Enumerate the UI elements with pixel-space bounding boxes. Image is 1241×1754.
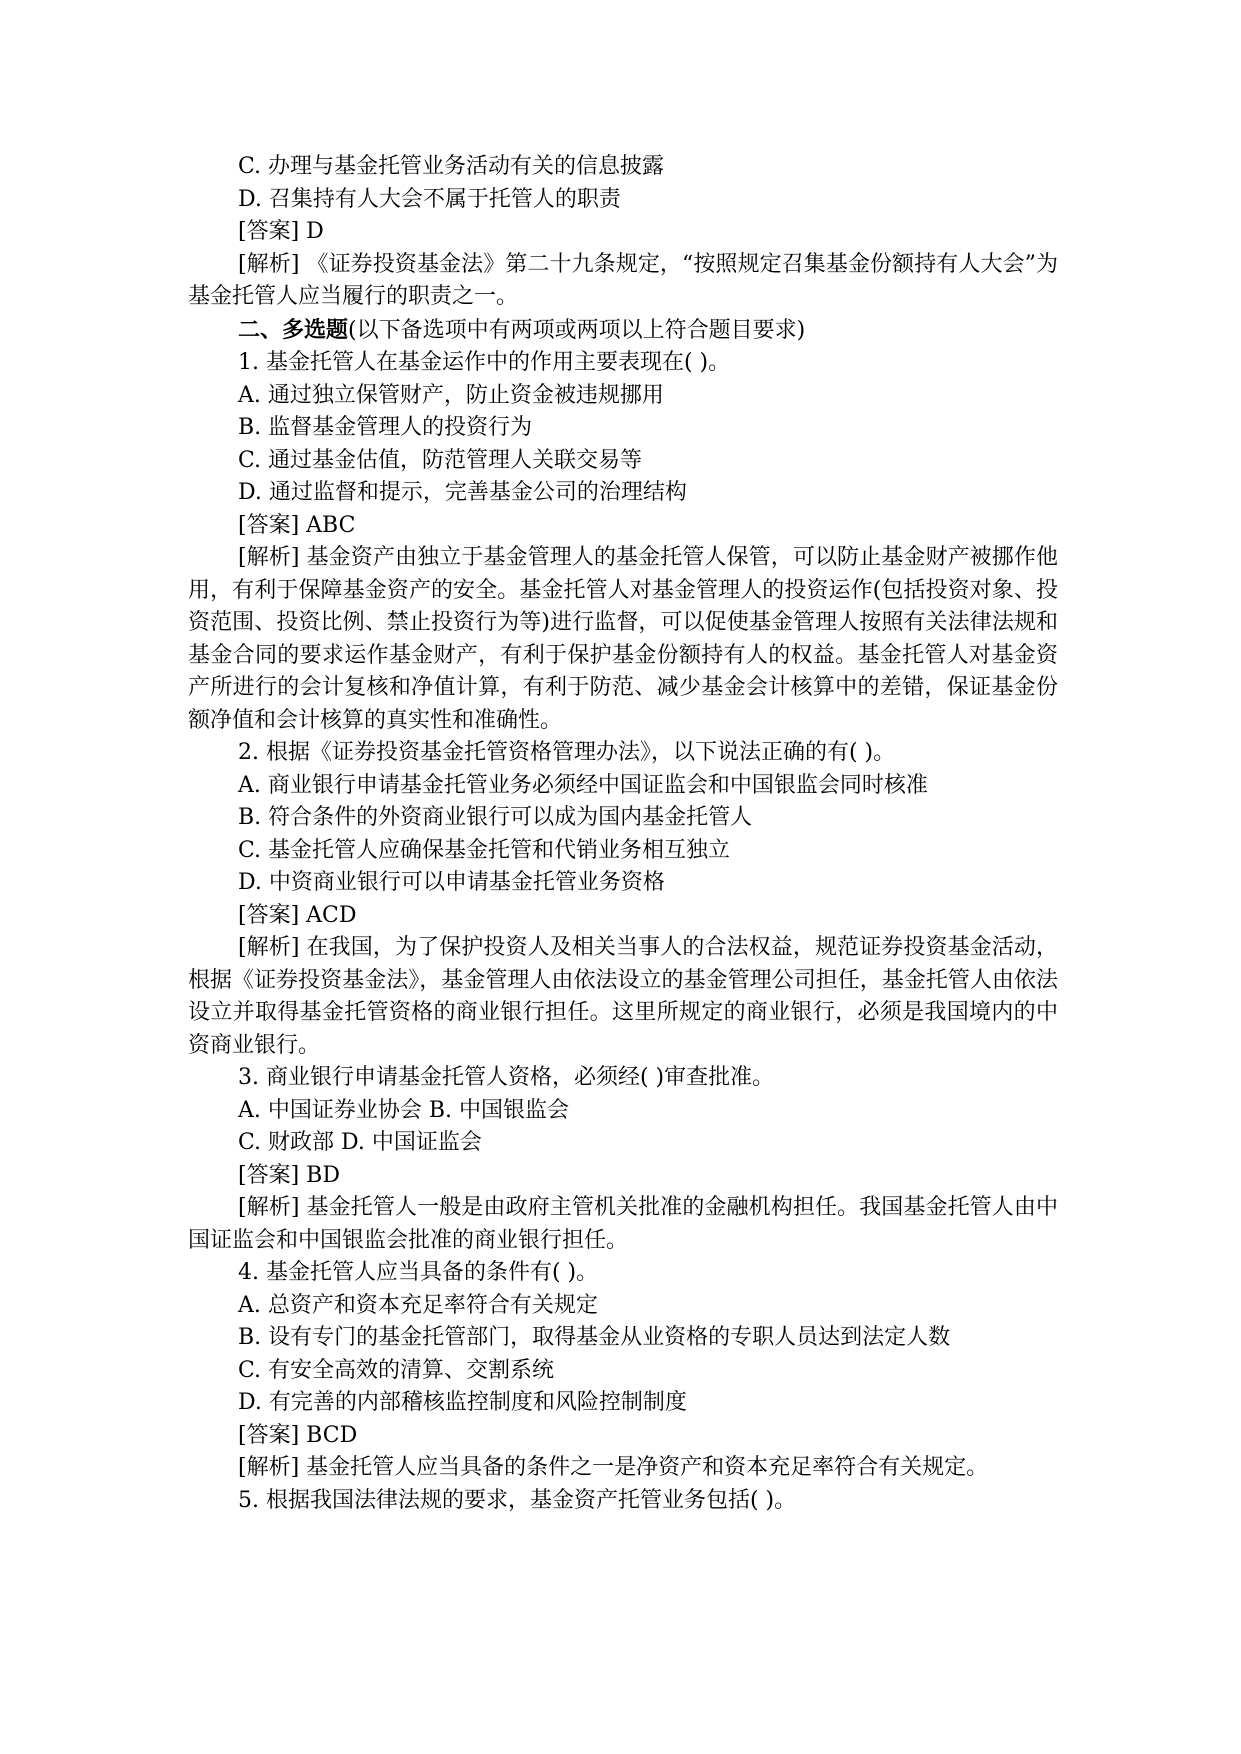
option-line: B. 符合条件的外资商业银行可以成为国内基金托管人 (238, 805, 753, 830)
explanation-paragraph: [解析] 在我国，为了保护投资人及相关当事人的合法权益，规范证券投资基金活动，根据《证券投资基金法》，基金管理人由依法设立的基金管理公司担任，基金托管人由依法设立并取得基金托管资格的商业银行担任。这里所规定的商业银行，必须是我国境内的中资商业银行。 (188, 935, 1058, 1058)
option-line: D. 召集持有人大会不属于托管人的职责 (238, 186, 621, 212)
option-line: A. 中国证券业协会 B. 中国银监会 (238, 1097, 570, 1123)
option-line: D. 通过监督和提示，完善基金公司的治理结构 (238, 480, 687, 505)
option-line: B. 设有专门的基金托管部门，取得基金从业资格的专职人员达到法定人数 (238, 1325, 951, 1350)
answer-line: [答案] ABC (238, 512, 356, 538)
option-line: C. 财政部 D. 中国证监会 (238, 1130, 482, 1155)
option-line: A. 通过独立保管财产，防止资金被违规挪用 (238, 382, 664, 408)
option-line: A. 商业银行申请基金托管业务必须经中国证监会和中国银监会同时核准 (238, 772, 928, 798)
answer-line: [答案] D (238, 219, 324, 244)
option-line: C. 基金托管人应确保基金托管和代销业务相互独立 (238, 837, 731, 863)
answer-line: [答案] ACD (238, 902, 357, 928)
section-heading (188, 314, 1058, 348)
question-line: 5. 根据我国法律法规的要求，基金资产托管业务包括( )。 (238, 1487, 797, 1513)
question-line: 2. 根据《证券投资基金托管资格管理办法》，以下说法正确的有( )。 (238, 740, 896, 765)
question-line: 3. 商业银行申请基金托管人资格，必须经( )审查批准。 (238, 1065, 775, 1090)
section-note: (以下备选项中有两项或两项以上符合题目要求) (348, 317, 806, 343)
explanation-paragraph: [解析] 《证券投资基金法》第二十九条规定，“按照规定召集基金份额持有人大会”为基金托管人应当履行的职责之一。 (188, 251, 1058, 309)
option-line: D. 有完善的内部稽核监控制度和风险控制制度 (238, 1390, 687, 1415)
question-line: 1. 基金托管人在基金运作中的作用主要表现在( )。 (238, 350, 731, 375)
section-title: 二、多选题 (238, 316, 349, 343)
option-line: D. 中资商业银行可以申请基金托管业务资格 (238, 870, 665, 895)
document-content (188, 151, 1058, 1517)
answer-line: [答案] BCD (238, 1422, 358, 1448)
answer-line: [答案] BD (238, 1162, 340, 1188)
explanation-paragraph: [解析] 基金托管人一般是由政府主管机关批准的金融机构担任。我国基金托管人由中国证监会和中国银监会批准的商业银行担任。 (188, 1195, 1058, 1253)
question-line: 4. 基金托管人应当具备的条件有( )。 (238, 1260, 599, 1285)
option-line: C. 办理与基金托管业务活动有关的信息披露 (238, 154, 665, 179)
option-line: C. 有安全高效的清算、交割系统 (238, 1357, 555, 1383)
explanation-paragraph: [解析] 基金资产由独立于基金管理人的基金托管人保管，可以防止基金财产被挪作他用，有利于保障基金资产的安全。基金托管人对基金管理人的投资运作(包括投资对象、投资范围、投资比例、禁止投资行为等)进行监督，可以促使基金管理人按照有关法律法规和基金合同的要求运作基金财产，有利于保护基金份额持有人的权益。基金托管人对基金资产所进行的会计复核和净值计算，有利于防范、减少基金会计核算中的差错，保证基金份额净值和会计核算的真实性和准确性。 (188, 545, 1058, 733)
option-line: C. 通过基金估值，防范管理人关联交易等 (238, 447, 643, 473)
explanation-paragraph: [解析] 基金托管人应当具备的条件之一是净资产和资本充足率符合有关规定。 (238, 1455, 989, 1480)
option-line: A. 总资产和资本充足率符合有关规定 (238, 1292, 598, 1318)
option-line: B. 监督基金管理人的投资行为 (238, 415, 533, 440)
